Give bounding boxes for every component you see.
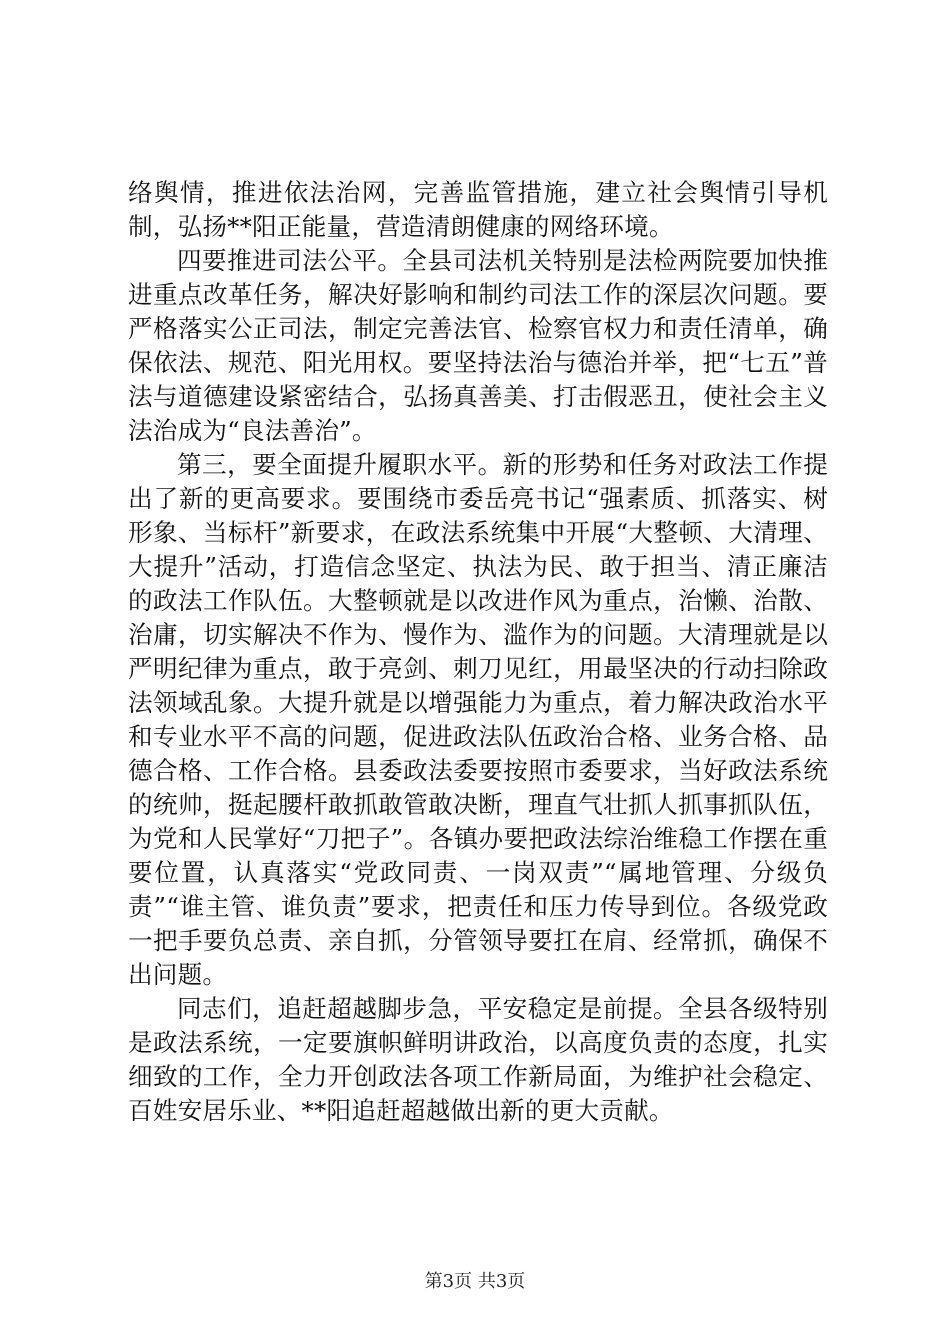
body-text	[128, 176, 828, 1128]
paragraph-4: 同志们，追赶超越脚步急，平安稳定是前提。全县各级特别是政法系统，一定要旗帜鲜明讲政治，以高度负责的态度，扎实细致的工作，全力开创政法各项工作新局面，为维护社会稳定、百姓安居乐业、**阳追赶超越做出新的更大贡献。	[128, 994, 828, 1125]
paragraph-3: 第三，要全面提升履职水平。新的形势和任务对政法工作提出了新的更高要求。要围绕市委岳亮书记“强素质、抓落实、树形象、当标杆”新要求，在政法系统集中开展“大整顿、大清理、大提升”活动，打造信念坚定、执法为民、敢于担当、清正廉洁的政法工作队伍。大整顿就是以改进作风为重点，治懒、治散、治庸，切实解决不作为、慢作为、滥作为的问题。大清理就是以严明纪律为重点，敢于亮剑、刺刀见红，用最坚决的行动扫除政法领域乱象。大提升就是以增强能力为重点，着力解决政治水平和专业水平不高的问题，促进政法队伍政治合格、业务合格、品德合格、工作合格。县委政法委要按照市委要求，当好政法系统的统帅，挺起腰杆敢抓敢管敢决断，理直气壮抓人抓事抓队伍，为党和人民掌好“刀把子”。各镇办要把政法综治维稳工作摆在重要位置，认真落实“党政同责、一岗双责”“属地管理、分级负责”“谁主管、谁负责”要求，把责任和压力传导到位。各级党政一把手要负总责、亲自抓，分管领导要扛在肩、经常抓，确保不出问题。	[128, 450, 828, 989]
paragraph-1: 络舆情，推进依法治网，完善监管措施，建立社会舆情引导机制，弘扬**阳正能量，营造清朗健康的网络环境。	[128, 178, 828, 241]
page-number-footer: 第3页 共3页	[424, 1271, 526, 1292]
paragraph-2: 四要推进司法公平。全县司法机关特别是法检两院要加快推进重点改革任务，解决好影响和制约司法工作的深层次问题。要严格落实公正司法，制定完善法官、检察官权力和责任清单，确保依法、规范、阳光用权。要坚持法治与德治并举，把“七五”普法与道德建设紧密结合，弘扬真善美、打击假恶丑，使社会主义法治成为“良法善治”。	[128, 246, 828, 445]
